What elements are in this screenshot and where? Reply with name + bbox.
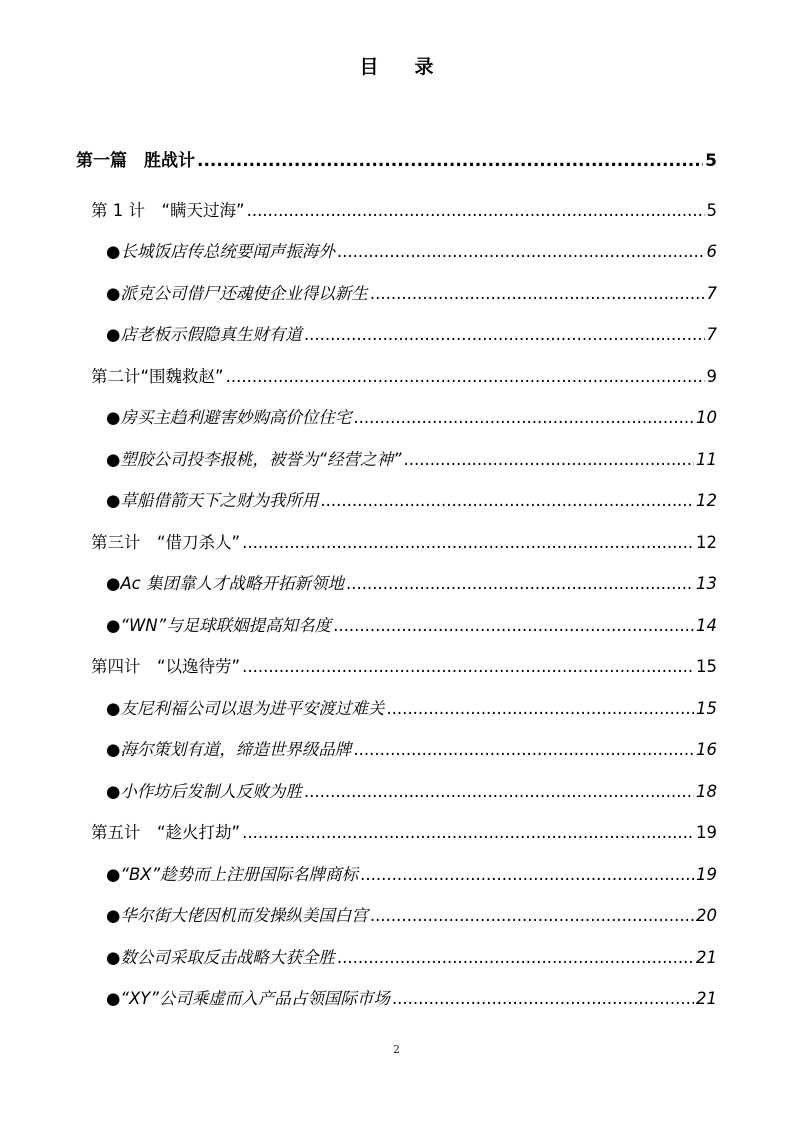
- toc-part-entry[interactable]: [76, 146, 717, 171]
- toc-leader-dots: [337, 242, 705, 261]
- toc-leader-dots: [370, 906, 694, 925]
- toc-section-entry[interactable]: [106, 985, 717, 1009]
- toc-entry-page: 5: [705, 151, 717, 171]
- toc-leader-dots: [242, 657, 694, 676]
- toc-entry-page: 16: [696, 740, 717, 759]
- toc-entry-label: 第四计 “以逸待劳”: [91, 657, 241, 676]
- toc-entry-page: 19: [696, 823, 717, 842]
- toc-section-entry[interactable]: [106, 404, 717, 428]
- toc-entry-label: ●海尔策划有道，缔造世界级品牌: [106, 740, 352, 759]
- toc-leader-dots: [353, 408, 694, 427]
- toc-section-entry[interactable]: [106, 944, 717, 968]
- page-number: 2: [393, 1043, 400, 1056]
- toc-entry-page: 12: [696, 491, 717, 510]
- toc-title: [0, 52, 793, 79]
- toc-chapter-entry[interactable]: [91, 653, 717, 677]
- toc-section-entry[interactable]: [106, 570, 717, 594]
- toc-entry-page: 14: [696, 616, 717, 635]
- toc-chapter-entry[interactable]: [91, 529, 717, 553]
- toc-leader-dots: [386, 699, 694, 718]
- toc-entry-page: 5: [706, 201, 717, 220]
- toc-leader-dots: [337, 948, 694, 967]
- toc-leader-dots: [333, 616, 694, 635]
- toc-section-entry[interactable]: [106, 612, 717, 636]
- toc-entry-page: 13: [696, 574, 717, 593]
- toc-section-entry[interactable]: [106, 902, 717, 926]
- toc-section-entry[interactable]: [106, 487, 717, 511]
- toc-leader-dots: [360, 865, 694, 884]
- toc-entry-label: ●派克公司借尸还魂使企业得以新生: [106, 284, 368, 303]
- toc-section-entry[interactable]: [106, 321, 717, 345]
- toc-chapter-entry[interactable]: [91, 363, 717, 387]
- toc-entry-page: 19: [696, 865, 717, 884]
- toc-leader-dots: [320, 491, 694, 510]
- toc-entry-label: 第三计 “借刀杀人”: [91, 533, 241, 552]
- toc-leader-dots: [242, 823, 694, 842]
- toc-entry-page: 15: [696, 699, 717, 718]
- toc-entry-label: ●“BX”趁势而上注册国际名牌商标: [106, 865, 359, 884]
- toc-entry-label: ●数公司采取反击战略大获全胜: [106, 948, 335, 967]
- toc-leader-dots: [404, 450, 695, 469]
- toc-leader-dots: [304, 325, 705, 344]
- toc-entry-page: 18: [696, 782, 717, 801]
- toc-leader-dots: [370, 284, 705, 303]
- toc-section-entry[interactable]: [106, 861, 717, 885]
- toc-entry-label: 第一篇 胜战计: [76, 151, 195, 171]
- toc-section-entry[interactable]: [106, 778, 717, 802]
- toc-entry-label: ●小作坊后发制人反败为胜: [106, 782, 302, 801]
- toc-leader-dots: [197, 151, 703, 171]
- toc-leader-dots: [226, 367, 705, 386]
- toc-entry-page: 6: [706, 242, 717, 261]
- toc-section-entry[interactable]: [106, 446, 717, 470]
- toc-entry-label: ●长城饭店传总统要闻声振海外: [106, 242, 335, 261]
- toc-leader-dots: [304, 782, 694, 801]
- toc-entry-label: ●塑胶公司投李报桃，被誉为“经营之神”: [106, 450, 402, 469]
- toc-section-entry[interactable]: [106, 695, 717, 719]
- toc-section-entry[interactable]: [106, 238, 717, 262]
- toc-section-entry[interactable]: [106, 280, 717, 304]
- toc-entry-label: ●“WN”与足球联姻提高知名度: [106, 616, 332, 635]
- toc-entry-page: 21: [696, 989, 717, 1008]
- toc-chapter-entry[interactable]: [91, 819, 717, 843]
- toc-entry-label: 第 1 计 “瞒天过海”: [91, 201, 245, 220]
- toc-entry-page: 21: [696, 948, 717, 967]
- toc-chapter-entry[interactable]: [91, 197, 717, 221]
- toc-leader-dots: [346, 574, 694, 593]
- toc-entry-label: 第五计 “趁火打劫”: [91, 823, 241, 842]
- toc-entry-label: ●“XY”公司乘虚而入产品占领国际市场: [106, 989, 390, 1008]
- toc-entry-page: 10: [696, 408, 717, 427]
- toc-entry-label: 第二计“围魏救赵”: [91, 367, 224, 386]
- toc-entry-page: 11: [696, 450, 717, 469]
- toc-leader-dots: [242, 533, 694, 552]
- toc-entry-page: 15: [696, 657, 717, 676]
- toc-entry-page: 7: [706, 284, 717, 303]
- toc-entry-page: 20: [696, 906, 717, 925]
- toc-title-char-1: 目: [359, 56, 379, 78]
- toc-entry-label: ●草船借箭天下之财为我所用: [106, 491, 319, 510]
- toc-entry-label: ●华尔街大佬因机而发操纵美国白宫: [106, 906, 368, 925]
- toc-title-char-2: 录: [414, 56, 434, 78]
- toc-entry-page: 12: [696, 533, 717, 552]
- toc-entry-page: 9: [706, 367, 717, 386]
- toc-section-entry[interactable]: [106, 736, 717, 760]
- toc-entry-label: ●友尼利福公司以退为进平安渡过难关: [106, 699, 385, 718]
- toc-entry-page: 7: [706, 325, 717, 344]
- toc-entry-label: ●房买主趋利避害妙购高价位住宅: [106, 408, 352, 427]
- toc-entry-label: ●店老板示假隐真生财有道: [106, 325, 302, 344]
- toc-leader-dots: [247, 201, 705, 220]
- toc-entry-label: ●Ac 集团靠人才战略开拓新领地: [106, 574, 345, 593]
- toc-leader-dots: [353, 740, 694, 759]
- toc-leader-dots: [392, 989, 694, 1008]
